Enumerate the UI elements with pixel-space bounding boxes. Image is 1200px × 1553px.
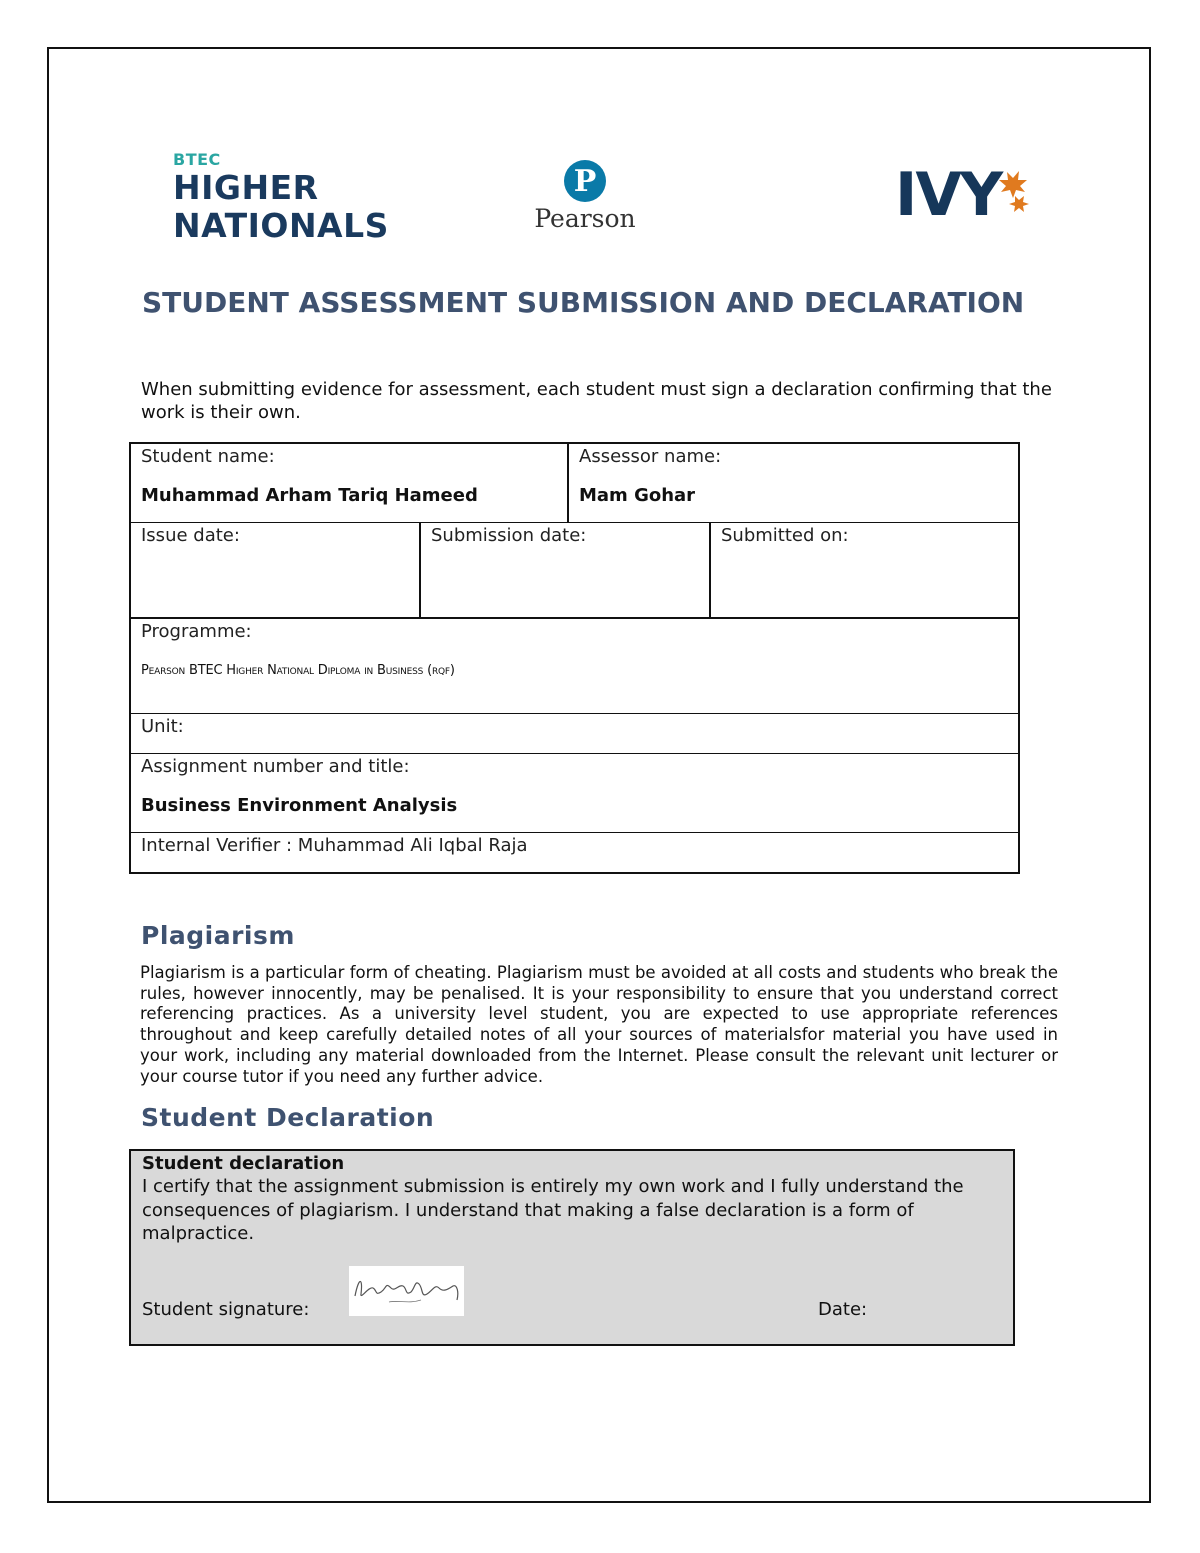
table-row <box>131 619 1018 714</box>
issue-date-label: Issue date: <box>141 525 240 546</box>
page-title: STUDENT ASSESSMENT SUBMISSION AND DECLARATION <box>142 286 1025 319</box>
plagiarism-text: Plagiarism is a particular form of cheating. Plagiarism must be avoided at all costs and students who break the rules, however innocently, may be penalised. It is your responsibility to ensure that you understand correct referencing practices. As a university level student, you are expected to use appropriate references throughout and keep carefully detailed notes of all your sources of materialsfor material you have used in your work, including any material downloaded from the Internet. Please consult the relevant unit lecturer or your course tutor if you need any further advice. <box>140 963 1058 1086</box>
issue-date-cell <box>131 523 419 617</box>
table-row <box>131 754 1018 833</box>
signature-label: Student signature: <box>142 1299 310 1320</box>
btec-logo-line1: HIGHER <box>173 168 319 207</box>
declaration-box-text: I certify that the assignment submission is entirely my own work and I fully understand the consequences of plagiarism. I understand that making a false declaration is a form of malpractice. <box>142 1176 964 1244</box>
submitted-on-cell <box>709 523 1018 617</box>
assignment-value: Business Environment Analysis <box>141 795 458 816</box>
signature-scribble <box>349 1266 464 1316</box>
pearson-logo <box>530 160 640 233</box>
assignment-label: Assignment number and title: <box>141 756 410 777</box>
assessor-name-value: Mam Gohar <box>579 485 696 506</box>
table-row <box>131 523 1018 619</box>
assignment-cell <box>131 754 1018 832</box>
student-name-value: Muhammad Arham Tariq Hameed <box>141 485 478 506</box>
student-name-cell <box>131 444 567 522</box>
btec-logo <box>173 150 389 245</box>
unit-cell <box>131 714 1018 753</box>
programme-label: Programme: <box>141 621 252 642</box>
submission-date-label: Submission date: <box>431 525 587 546</box>
assessor-name-cell <box>567 444 1018 522</box>
submission-info-table <box>129 442 1020 874</box>
declaration-box-title: Student declaration <box>142 1153 345 1174</box>
btec-logo-small: BTEC <box>173 150 221 169</box>
signature-image <box>349 1266 464 1316</box>
table-row <box>131 714 1018 754</box>
internal-verifier-text: Internal Verifier : Muhammad Ali Iqbal Raja <box>141 835 528 856</box>
submitted-on-label: Submitted on: <box>721 525 849 546</box>
table-row <box>131 833 1018 872</box>
table-row <box>131 444 1018 523</box>
plagiarism-heading: Plagiarism <box>141 921 295 950</box>
pearson-wordmark: Pearson <box>534 204 636 233</box>
programme-value: Pearson BTEC Higher National Diploma in Business (rqf) <box>141 663 455 678</box>
ivy-logo <box>895 160 1033 230</box>
ivy-leaves-icon <box>993 168 1033 216</box>
pearson-mark-icon: P <box>564 160 606 202</box>
submission-date-cell <box>419 523 709 617</box>
programme-cell <box>131 619 1018 713</box>
intro-text: When submitting evidence for assessment, each student must sign a declaration confirming that the work is their own. <box>141 379 1052 423</box>
unit-label: Unit: <box>141 716 184 737</box>
date-label: Date: <box>818 1299 868 1320</box>
declaration-box <box>129 1149 1015 1346</box>
btec-logo-line2: NATIONALS <box>173 206 389 245</box>
student-name-label: Student name: <box>141 446 275 467</box>
assessor-name-label: Assessor name: <box>579 446 722 467</box>
internal-verifier-cell <box>131 833 1018 872</box>
ivy-wordmark: IVY <box>895 160 1002 230</box>
declaration-heading: Student Declaration <box>141 1103 435 1132</box>
